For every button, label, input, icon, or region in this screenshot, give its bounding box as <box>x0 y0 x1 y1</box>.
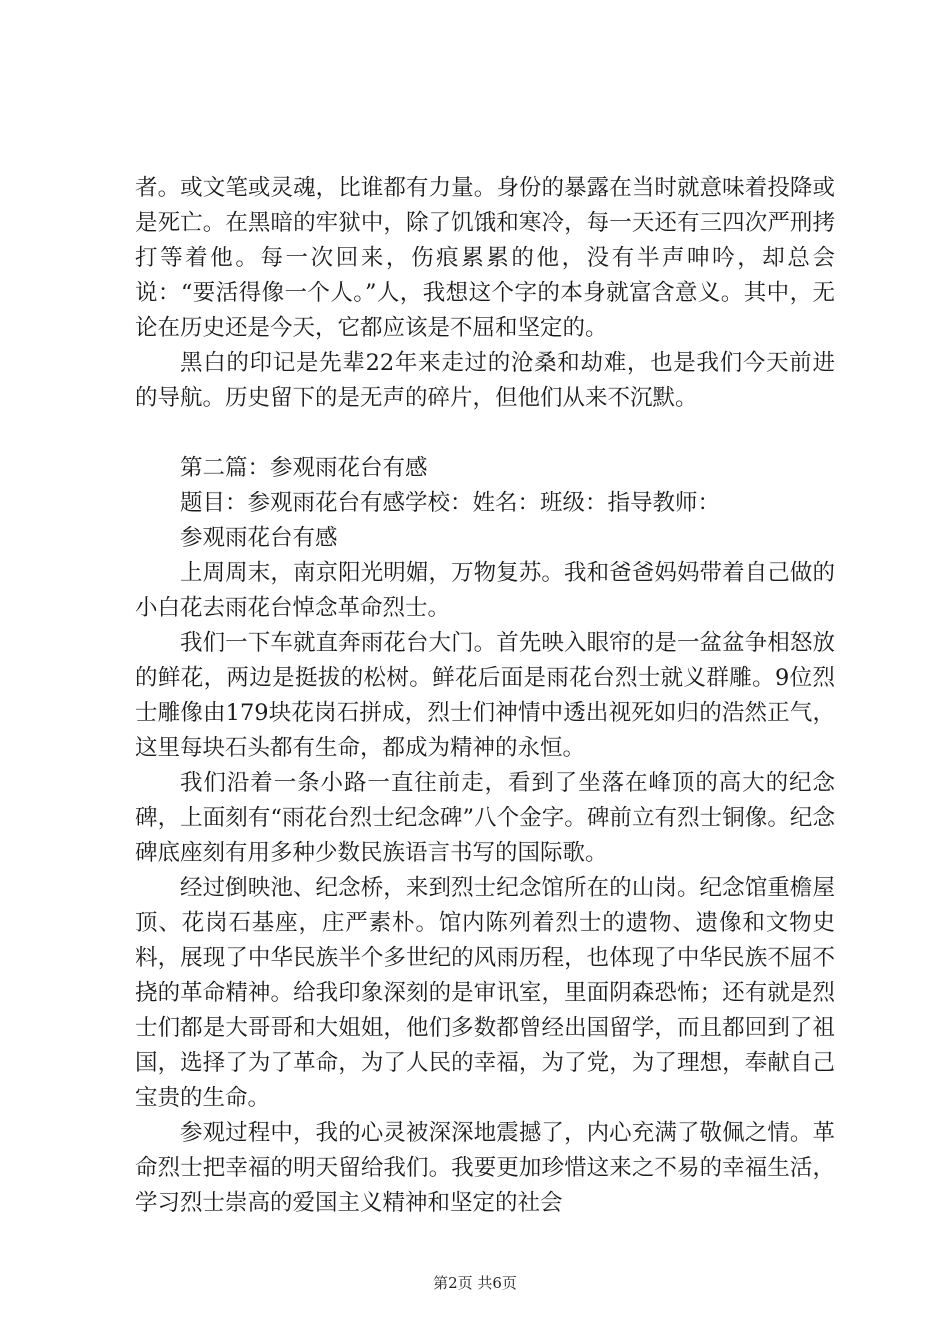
paragraph: 我们一下车就直奔雨花台大门。首先映入眼帘的是一盆盆争相怒放的鲜花，两边是挺拔的松树。鲜花后面是雨花台烈士就义群雕。9位烈士雕像由179块花岗石拼成，烈士们神情中透出视死如归的浩然正气，这里每块石头都有生命，都成为精神的永恒。 <box>135 630 835 761</box>
paragraph: 我们沿着一条小路一直往前走，看到了坐落在峰顶的高大的纪念碑，上面刻有“雨花台烈士纪念碑”八个金字。碑前立有烈士铜像。纪念碑底座刻有用多种少数民族语言书写的国际歌。 <box>135 770 835 866</box>
title-line: 题目：参观雨花台有感学校：姓名：班级：指导教师： <box>180 490 721 516</box>
paragraph-continuation: 者。或文笔或灵魂，比谁都有力量。身份的暴露在当时就意味着投降或是死亡。在黑暗的牢狱中，除了饥饿和寒冷，每一天还有三四次严刑拷打等着他。每一次回来，伤痕累累的他，没有半声呻吟，却总会说：“要活得像一个人。”人，我想这个字的本身就富含意义。其中，无论在历史还是今天，它都应该是不屈和坚定的。 <box>135 175 835 341</box>
paragraph: 参观过程中，我的心灵被深深地震撼了，内心充满了敬佩之情。革命烈士把幸福的明天留给我们。我要更加珍惜这来之不易的幸福生活，学习烈士崇高的爱国主义精神和坚定的社会 <box>135 1120 835 1216</box>
document-body <box>135 171 835 1221</box>
essay-title: 参观雨花台有感 <box>180 525 338 551</box>
paragraph: 经过倒映池、纪念桥，来到烈士纪念馆所在的山岗。纪念馆重檐屋顶、花岗石基座，庄严素朴。馆内陈列着烈士的遗物、遗像和文物史料，展现了中华民族半个多世纪的风雨历程，也体现了中华民族不屈不挠的革命精神。给我印象深刻的是审讯室，里面阴森恐怖；还有就是烈士们都是大哥哥和大姐姐，他们多数都曾经出国留学，而且都回到了祖国，选择了为了革命，为了人民的幸福，为了党，为了理想，奉献自己宝贵的生命。 <box>135 875 835 1111</box>
paragraph: 上周周末，南京阳光明媚，万物复苏。我和爸爸妈妈带着自己做的小白花去雨花台悼念革命烈士。 <box>135 560 835 621</box>
paragraph: 黑白的印记是先辈22年来走过的沧桑和劫难，也是我们今天前进的导航。历史留下的是无声的碎片，但他们从来不沉默。 <box>135 350 835 411</box>
section-heading: 第二篇：参观雨花台有感 <box>180 455 428 481</box>
page-number-footer: 第2页 共6页 <box>433 1274 517 1292</box>
